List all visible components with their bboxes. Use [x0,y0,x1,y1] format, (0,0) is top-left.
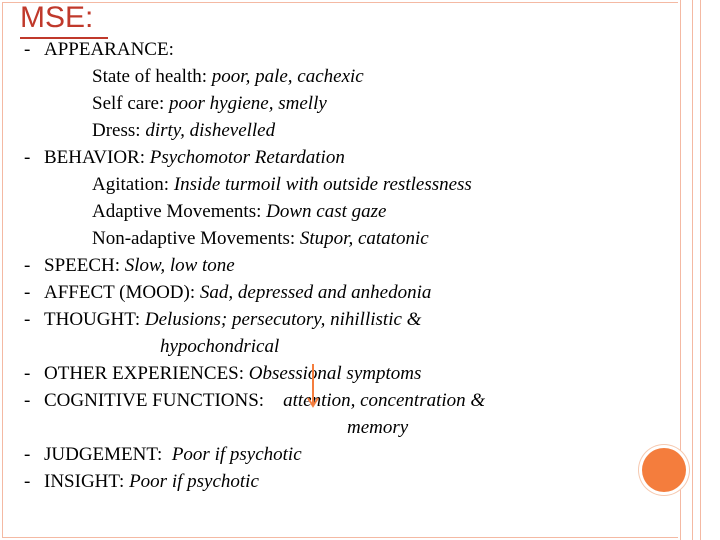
list-item [0,252,640,279]
list-item [0,144,640,171]
non-adaptive-movements: Non-adaptive Movements: Stupor, catatonic [92,228,429,249]
list-item [0,387,640,414]
bullet: - [24,255,31,276]
bullet: - [24,363,31,384]
bullet: - [24,444,31,465]
right-rule [692,0,693,540]
bullet: - [24,471,31,492]
state-of-health: State of health: poor, pale, cachexic [92,66,364,87]
affect: AFFECT (MOOD): Sad, depressed and anhedonia [44,282,432,303]
list-item [0,306,640,333]
speech: SPEECH: Slow, low tone [44,255,235,276]
down-arrow-icon [306,364,320,412]
bullet: - [24,390,31,411]
list-item [0,333,640,360]
cognitive-functions: COGNITIVE FUNCTIONS: attention, concentration & [44,390,486,411]
list-item [0,360,640,387]
thought: THOUGHT: Delusions; persecutory, nihillistic & [44,309,422,330]
list-item [0,63,640,90]
list-item [0,36,640,63]
cognitive-continued: memory [347,417,409,438]
bullet: - [24,309,31,330]
behavior: BEHAVIOR: Psychomotor Retardation [44,147,345,168]
list-item [0,441,640,468]
decorative-circle [642,448,686,492]
bullet: - [24,39,31,60]
list-item [0,117,640,144]
list-item [0,414,640,441]
adaptive-movements: Adaptive Movements: Down cast gaze [92,201,387,222]
list-item [0,90,640,117]
self-care: Self care: poor hygiene, smelly [92,93,327,114]
list-item [0,171,640,198]
bullet: - [24,147,31,168]
judgement: JUDGEMENT: Poor if psychotic [44,444,302,465]
insight: INSIGHT: Poor if psychotic [44,471,259,492]
right-rule [700,0,701,540]
list-item [0,279,640,306]
list-item [0,198,640,225]
appearance-heading: APPEARANCE: [44,39,174,60]
bullet: - [24,282,31,303]
dress: Dress: dirty, dishevelled [92,120,276,141]
page-title: MSE: [20,1,94,34]
agitation: Agitation: Inside turmoil with outside restlessness [92,174,472,195]
list-item [0,225,640,252]
list-item [0,468,640,495]
other-experiences: OTHER EXPERIENCES: Obsessional symptoms [44,363,422,384]
mse-list [0,36,640,495]
thought-continued: hypochondrical [160,336,280,357]
